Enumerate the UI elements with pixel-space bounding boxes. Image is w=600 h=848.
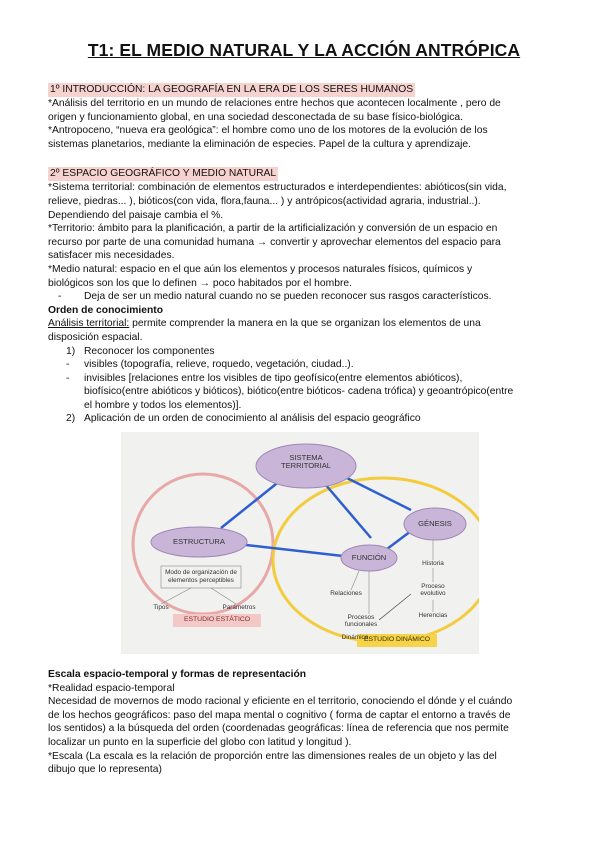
- genesis-label: GÉNESIS: [418, 519, 452, 529]
- link-estructura-funcion: [237, 544, 343, 556]
- list-item-text: Deja de ser un medio natural cuando no se pueden reconocer sus rasgos característicos.: [84, 291, 492, 303]
- paragraph-line: sistemas planetarios, mediante la eliminación de especies. Papel de la cultura y aprendizaje.: [48, 138, 471, 150]
- paragraph-line: Necesidad de movernos de modo racional y eficiente en el territorio, conociendo el dónde y el cuándo: [48, 696, 513, 708]
- term-text: permite comprender la manera en la que se organizan los elementos de una: [129, 318, 481, 330]
- link-sistema-funcion: [325, 484, 371, 538]
- estudio-estatico-label: ESTUDIO ESTÁTICO: [183, 616, 251, 624]
- herencias-label: Herencias: [418, 612, 448, 620]
- paragraph-line: localizar un punto en la superficie del globo con latitud y longitud ).: [48, 737, 352, 749]
- list-item-text: invisibles [relaciones entre los visibles de tipo geofísico(entre elementos abióticos), biofísico(entre abióticos y bióticos), biótico(entre bióticos- cadena trófica) y geoantrópico(entre el hombre y todos los elementos)].: [84, 372, 514, 411]
- section-heading: 2º ESPACIO GEOGRÁFICO Y MEDIO NATURAL: [50, 168, 277, 180]
- list-item: - visibles (topografía, relieve, roquedo, vegetación, ciudad..).: [66, 359, 354, 371]
- term-label: Análisis territorial:: [48, 318, 130, 330]
- section-heading: 1º INTRODUCCIÓN: LA GEOGRAFÍA EN LA ERA DE LOS SERES HUMANOS: [50, 84, 414, 95]
- modo-label: Modo de organización de elementos perceptibles: [165, 569, 237, 584]
- subheading: Escala espacio-temporal y formas de representación: [48, 669, 307, 681]
- section-espacio-geografico: [48, 163, 560, 426]
- estructura-label: ESTRUCTURA: [173, 537, 225, 547]
- list-item-text: visibles (topografía, relieve, roquedo, vegetación, ciudad..).: [84, 359, 354, 371]
- subheading: Orden de conocimiento: [48, 304, 163, 316]
- historia-label: Historia: [422, 560, 444, 568]
- funcion-relaciones-link: [351, 571, 359, 590]
- paragraph-line: *Territorio: ámbito para la planificación, a partir de la artificialización y conversión de un espacio en: [48, 223, 498, 235]
- paragraph-line: recurso por parte de una comunidad humana → convertir y aprovechar elementos del espacio para: [48, 236, 501, 248]
- estudio-dinamico-label: ESTUDIO DINÁMICO: [363, 636, 431, 644]
- proceso-evolutivo-label: Proceso evolutivo: [420, 583, 446, 598]
- modo-parametros-link: [211, 588, 236, 604]
- paragraph-line: *Realidad espacio-temporal: [48, 682, 175, 694]
- document-page: [48, 40, 560, 777]
- list-item: [48, 412, 560, 426]
- link-sistema-genesis: [343, 476, 411, 510]
- paragraph-line: los sentidos) a la búsqueda del orden (coordenadas geográficas: línea de referencia que nos permite: [48, 723, 509, 735]
- paragraph-line: *Antropoceno, “nueva era geológica”: el hombre como uno de los motores de la evolución de los: [48, 125, 488, 137]
- paragraph-line: *Escala (La escala es la relación de proporción entre las dimensiones reales de un objeto y las del: [48, 750, 497, 762]
- paragraph-line: dibujo que lo representa): [48, 764, 162, 776]
- page-title: T1: EL MEDIO NATURAL Y LA ACCIÓN ANTRÓPICA: [87, 40, 521, 60]
- paragraph-line: satisfacer mis necesidades.: [48, 250, 175, 262]
- list-number: 2): [66, 413, 76, 425]
- list-number: 1): [66, 345, 76, 357]
- modo-tipos-link: [161, 588, 191, 604]
- paragraph-line: disposición espacial.: [48, 331, 143, 343]
- paragraph-line: *Análisis del territorio en un mundo de relaciones entre hechos que acontecen localmente , pero de: [48, 98, 501, 109]
- parametros-label: Parámetros: [222, 604, 256, 612]
- section-escala: [48, 668, 560, 777]
- link-sistema-estructura: [221, 480, 281, 528]
- relaciones-label: Relaciones: [330, 590, 362, 598]
- paragraph-line: [48, 317, 560, 331]
- paragraph-line: origen y funcionamiento global, en una sociedad desconectada de su base físico-biológica.: [48, 111, 464, 123]
- list-item: - invisibles [relaciones entre los visibles de tipo geofísico(entre elementos abióticos), biofísico(entre abióticos y bióticos), biótico(entre bióticos- cadena trófica) y geoantrópico(entre el hombre y todos los elementos)].: [66, 372, 514, 411]
- paragraph-line: de los hechos geográficos: paso del mapa mental o cognitivo ( forma de captar el entorno a través de: [48, 709, 511, 721]
- dinamica-label: Dinámica: [341, 634, 369, 642]
- list-item: [48, 345, 560, 359]
- funcion-label: FUNCIÓN: [351, 553, 387, 563]
- procesos-label: Procesos funcionales: [344, 614, 378, 629]
- paragraph-line: relieve, piedras... ), bióticos(con vida, flora,fauna... ) y antrópicos(actividad agraria, industrial..).: [48, 195, 481, 207]
- paragraph-line: Dependiendo del paisaje cambia el %.: [48, 209, 224, 221]
- section-introduccion: [48, 79, 560, 151]
- tipos-label: Tipos: [153, 604, 169, 612]
- list-item-text: Reconocer los componentes: [84, 345, 215, 357]
- sistema-territorial-diagram: [121, 432, 479, 654]
- paragraph-line: *Medio natural: espacio en el que aún los elementos y procesos naturales físicos, químicos y: [48, 263, 473, 275]
- list-item: - Deja de ser un medio natural cuando no se pueden reconocer sus rasgos característicos.: [58, 291, 492, 303]
- paragraph-line: biológicos son los que lo definen → poco habitados por el hombre.: [48, 277, 352, 289]
- paragraph-line: *Sistema territorial: combinación de elementos estructurados e interdependientes: abióticos(sin vida,: [48, 182, 507, 194]
- sistema-label: SISTEMA TERRITORIAL: [280, 453, 332, 471]
- list-item-text: Aplicación de un orden de conocimiento al análisis del espacio geográfico: [84, 413, 421, 425]
